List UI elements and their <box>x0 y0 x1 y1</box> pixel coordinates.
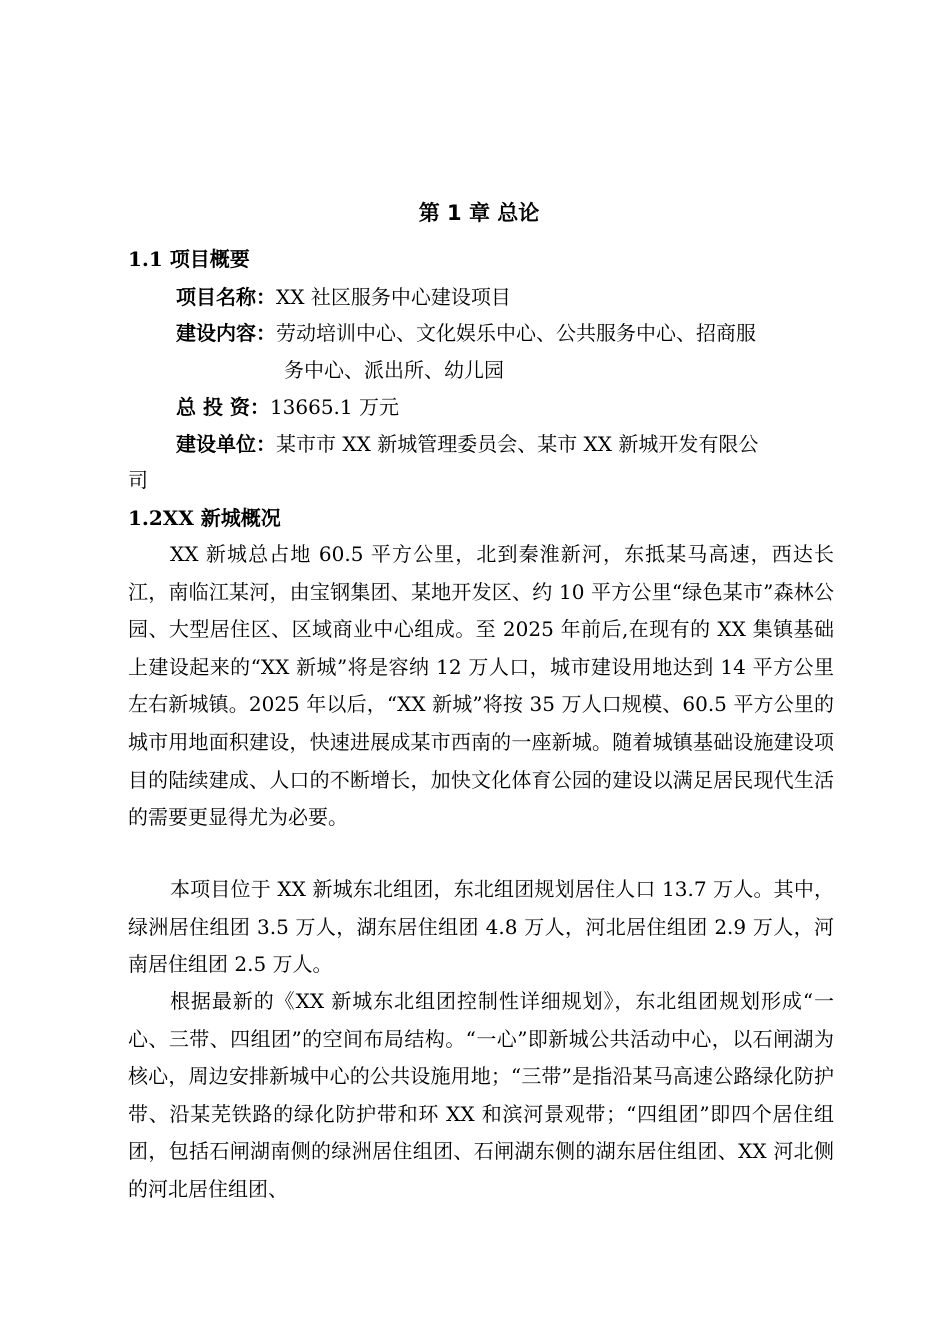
section-heading-1-2: 1.2XX 新城概况 <box>128 506 281 530</box>
paragraph-overview: XX 新城总占地 60.5 平方公里，北到秦淮新河，东抵某马高速，西达长江，南临江某河，由宝钢集团、某地开发区、约 10 平方公里“绿色某市”森林公园、大型居住区、区域商业中心组成。至 2025 年前后,在现有的 XX 集镇基础上建设起来的“XX 新城”将是容纳 12 万人口，城市建设用地达到 14 平方公里左右新城镇。2025 年以后，“XX 新城”将按 35 万人口规模、60.5 平方公里的城市用地面积建设，快速进展成某市西南的一座新城。随着城镇基础设施建设项目的陆续建成、人口的不断增长，加快文化体育公园的建设以满足居民现代生活的需要更显得尤为必要。 <box>128 542 834 830</box>
construction-content-label: 建设内容： <box>176 321 276 345</box>
project-name-field <box>176 279 836 316</box>
paragraph-planning: 根据最新的《XX 新城东北组团控制性详细规划》，东北组团规划形成“一心、三带、四组团”的空间布局结构。“一心”即新城公共活动中心，以石闸湖为核心，周边安排新城中心的公共设施用地；“三带”是指沿某马高速公路绿化防护带、沿某芜铁路的绿化防护带和环 XX 和滨河景观带；“四组团”即四个居住组团，包括石闸湖南侧的绿洲居住组团、石闸湖东侧的湖东居住组团、XX 河北侧的河北居住组团、 <box>128 989 834 1201</box>
section-heading-1-1: 1.1 项目概要 <box>128 247 250 271</box>
chapter-title: 第 1 章 总论 <box>418 201 540 225</box>
construction-unit-label: 建设单位： <box>176 432 276 456</box>
construction-unit-value-line1: 某市市 XX 新城管理委员会、某市 XX 新城开发有限公 <box>276 432 759 456</box>
total-investment-field <box>176 389 836 426</box>
construction-unit-field <box>176 426 836 463</box>
project-name-label: 项目名称： <box>176 285 276 309</box>
total-investment-value: 13665.1 万元 <box>269 395 399 419</box>
construction-content-value-line1: 劳动培训中心、文化娱乐中心、公共服务中心、招商服 <box>276 321 756 345</box>
paragraph-location: 本项目位于 XX 新城东北组团，东北组团规划居住人口 13.7 万人。其中，绿洲居住组团 3.5 万人，湖东居住组团 4.8 万人，河北居住组团 2.9 万人，河南居住组团 2.5 万人。 <box>128 877 834 977</box>
construction-content-field <box>176 315 836 352</box>
construction-content-value-line2: 务中心、派出所、幼儿园 <box>284 358 504 382</box>
construction-unit-value-line2: 司 <box>128 468 148 492</box>
total-investment-label: 总 投 资： <box>176 395 270 419</box>
project-name-value: XX 社区服务中心建设项目 <box>276 285 511 309</box>
